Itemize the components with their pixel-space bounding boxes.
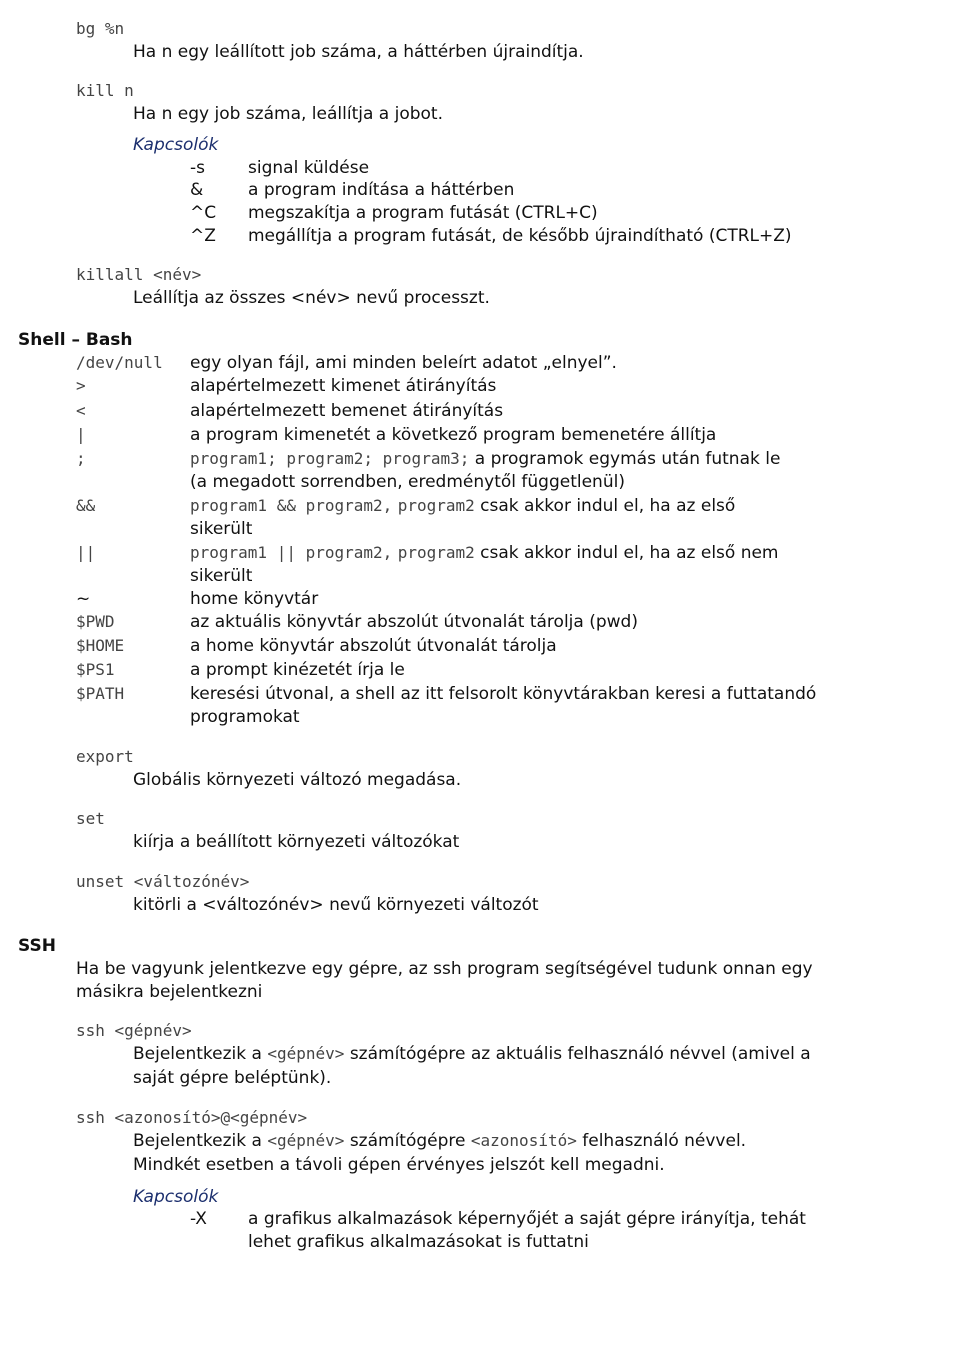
and-code-2: program2 (397, 496, 475, 515)
set-description: kiírja a beállított környezeti változókat (133, 832, 460, 852)
ssh-cmd2-text-c: felhasználó névvel. (582, 1131, 747, 1151)
bg-command: bg %n (76, 19, 125, 38)
redirect-out-key: > (76, 376, 86, 395)
killall-command: killall <név> (76, 265, 202, 284)
or-code-2: program2 (397, 543, 475, 562)
semicolon-line (190, 448, 780, 470)
redirect-out-desc: alapértelmezett kimenet átirányítás (190, 376, 497, 396)
and-desc-cont: sikerült (190, 519, 253, 539)
path-desc-cont: programokat (190, 707, 300, 727)
bg-description: Ha n egy leállított job száma, a háttérben újraindítja. (133, 42, 584, 62)
path-desc: keresési útvonal, a shell az itt felsorolt könyvtárakban keresi a futtatandó (190, 684, 817, 704)
kill-options-heading: Kapcsolók (133, 135, 219, 155)
set-command: set (76, 809, 105, 828)
pwd-key: $PWD (76, 612, 115, 631)
pwd-desc: az aktuális könyvtár abszolút útvonalát tárolja (pwd) (190, 612, 638, 632)
and-line (190, 495, 735, 517)
ssh-command-2: ssh <azonosító>@<gépnév> (76, 1108, 308, 1127)
or-key: || (76, 543, 96, 562)
shell-bash-heading: Shell – Bash (18, 330, 133, 350)
ssh-command-1-desc-cont: saját gépre beléptünk). (133, 1068, 332, 1088)
path-key: $PATH (76, 684, 125, 703)
kill-option-desc: signal küldése (248, 158, 370, 178)
ssh-command-1-desc (133, 1043, 811, 1065)
tilde-key: ~ (76, 589, 91, 609)
devnull-key: /dev/null (76, 353, 163, 372)
home-desc: a home könyvtár abszolút útvonalát tárolja (190, 636, 557, 656)
ps1-key: $PS1 (76, 660, 115, 679)
ssh-options-heading: Kapcsolók (133, 1187, 219, 1207)
ssh-cmd2-text-b: számítógépre (349, 1131, 466, 1151)
and-desc: csak akkor indul el, ha az első (480, 496, 736, 516)
ssh-cmd1-code: <gépnév> (267, 1044, 345, 1063)
killall-description: Leállítja az összes <név> nevű processzt. (133, 288, 490, 308)
home-key: $HOME (76, 636, 125, 655)
pipe-desc: a program kimenetét a következő program bemenetére állítja (190, 425, 717, 445)
semicolon-key: ; (76, 449, 86, 468)
pipe-key: | (76, 425, 86, 444)
semicolon-code: program1; program2; program3; (190, 449, 470, 468)
and-code: program1 && program2, (190, 496, 393, 515)
or-line (190, 542, 779, 564)
kill-option-key: ^Z (190, 226, 216, 246)
ssh-option-key: -X (190, 1209, 207, 1229)
kill-option-desc: megállítja a program futását, de később újraindítható (CTRL+Z) (248, 226, 792, 246)
tilde-desc: home könyvtár (190, 589, 319, 609)
devnull-desc: egy olyan fájl, ami minden beleírt adatot „elnyel”. (190, 353, 617, 373)
ssh-option-desc-cont: lehet grafikus alkalmazásokat is futtatni (248, 1232, 589, 1252)
ssh-cmd2-code-2: <azonosító> (470, 1131, 577, 1150)
kill-option-key: -s (190, 158, 205, 178)
ssh-heading: SSH (18, 936, 56, 956)
ssh-cmd2-text-a: Bejelentkezik a (133, 1131, 262, 1151)
ssh-command-2-desc-cont: Mindkét esetben a távoli gépen érvényes jelszót kell megadni. (133, 1155, 665, 1175)
ssh-intro: Ha be vagyunk jelentkezve egy gépre, az ssh program segítségével tudunk onnan egy (76, 959, 813, 979)
unset-description: kitörli a <változónév> nevű környezeti változót (133, 895, 539, 915)
export-description: Globális környezeti változó megadása. (133, 770, 462, 790)
kill-command: kill n (76, 81, 134, 100)
kill-option-desc: a program indítása a háttérben (248, 180, 515, 200)
ssh-option-desc: a grafikus alkalmazások képernyőjét a saját gépre irányítja, tehát (248, 1209, 806, 1229)
redirect-in-desc: alapértelmezett bemenet átirányítás (190, 401, 504, 421)
ssh-intro-cont: másikra bejelentkezni (76, 982, 263, 1002)
ssh-cmd1-text-a: Bejelentkezik a (133, 1044, 262, 1064)
kill-option-key: ^C (190, 203, 217, 223)
unset-command: unset <változónév> (76, 872, 250, 891)
or-code: program1 || program2, (190, 543, 393, 562)
ssh-command-1: ssh <gépnév> (76, 1021, 192, 1040)
and-key: && (76, 496, 96, 515)
semicolon-desc: a programok egymás után futnak le (474, 449, 781, 469)
kill-description: Ha n egy job száma, leállítja a jobot. (133, 104, 443, 124)
ps1-desc: a prompt kinézetét írja le (190, 660, 405, 680)
redirect-in-key: < (76, 401, 86, 420)
semicolon-desc-cont: (a megadott sorrendben, eredménytől függetlenül) (190, 472, 625, 492)
kill-option-desc: megszakítja a program futását (CTRL+C) (248, 203, 598, 223)
ssh-cmd1-text-b: számítógépre az aktuális felhasználó névvel (amivel a (349, 1044, 811, 1064)
ssh-cmd2-code-1: <gépnév> (267, 1131, 345, 1150)
or-desc: csak akkor indul el, ha az első nem (480, 543, 779, 563)
kill-option-key: & (190, 180, 204, 200)
or-desc-cont: sikerült (190, 566, 253, 586)
export-command: export (76, 747, 134, 766)
ssh-command-2-desc (133, 1130, 746, 1152)
